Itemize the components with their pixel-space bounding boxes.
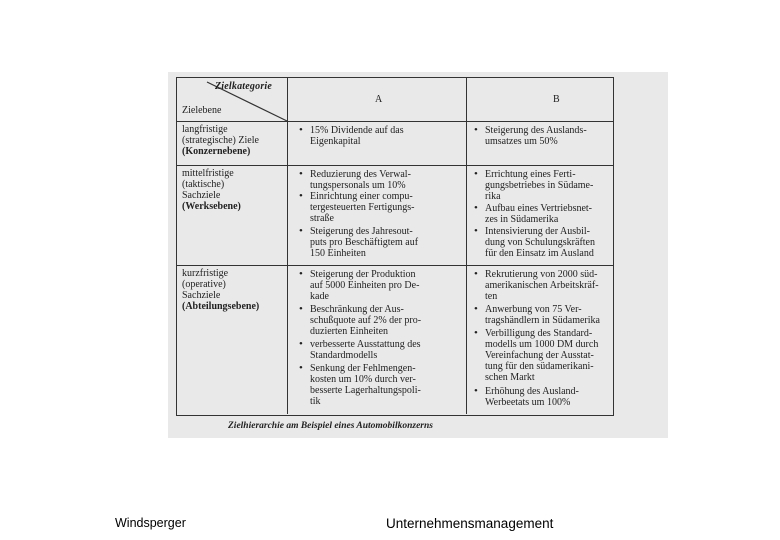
list-item: • 15% Dividende auf das Eigenkapital <box>310 125 404 147</box>
list-item: • Steigerung des Jahresout- puts pro Beschäftigtem auf 150 Einheiten <box>310 226 418 259</box>
row-level-long-term: langfristige (strategische) Ziele (Konzernebene) <box>182 124 259 157</box>
header-category-label: Zielkategorie <box>215 81 273 92</box>
footer-author: Windsperger <box>115 516 186 530</box>
list-item: • Reduzierung des Verwal- tungspersonals um 10% <box>310 169 411 191</box>
list-item: • Senkung der Fehlmengen- kosten um 10% durch ver- besserte Lagerhaltungspoli- tik <box>310 363 421 407</box>
list-item: • Steigerung des Auslands- umsatzes um 50% <box>485 125 587 147</box>
header-level-label: Zielebene <box>182 105 222 116</box>
row-level-mid-term: mittelfristige (taktische) Sachziele (Werksebene) <box>182 168 241 212</box>
column-divider <box>287 78 288 414</box>
row-level-short-term: kurzfristige (operative) Sachziele (Abteilungsebene) <box>182 268 260 312</box>
footer-title: Unternehmensmanagement <box>386 516 554 531</box>
list-item: • Aufbau eines Vertriebsnet- zes in Südamerika <box>485 203 592 225</box>
figure-caption: Zielhierarchie am Beispiel eines Automobilkonzerns <box>228 421 433 431</box>
list-item: • Steigerung der Produktion auf 5000 Einheiten pro De- kade <box>310 269 419 302</box>
column-divider <box>466 78 467 414</box>
list-item: • Anwerbung von 75 Ver- tragshändlern in Südamerika <box>485 304 600 326</box>
list-item: • Verbilligung des Standard- modells um 1000 DM durch Vereinfachung der Ausstat- tung für den südamerikani- schen Markt <box>485 328 598 383</box>
list-item: • Errichtung eines Ferti- gungsbetriebes in Südame- rika <box>485 169 593 202</box>
list-item: • Erhöhung des Ausland- Werbeetats um 100% <box>485 386 579 408</box>
list-item: • verbesserte Ausstattung des Standardmodells <box>310 339 421 361</box>
row-divider <box>177 265 613 266</box>
column-header-b: B <box>553 94 560 105</box>
list-item: • Intensivierung der Ausbil- dung von Schulungskräften für den Einsatz im Ausland <box>485 226 595 259</box>
goal-hierarchy-table <box>176 77 614 416</box>
list-item: • Rekrutierung von 2000 süd- amerikanischen Arbeitskräf- ten <box>485 269 599 302</box>
column-header-a: A <box>375 94 383 105</box>
row-divider <box>177 165 613 166</box>
list-item: • Beschränkung der Aus- schußquote auf 2% der pro- duzierten Einheiten <box>310 304 421 337</box>
list-item: • Einrichtung einer compu- tergesteuerten Fertigungs- straße <box>310 191 415 224</box>
